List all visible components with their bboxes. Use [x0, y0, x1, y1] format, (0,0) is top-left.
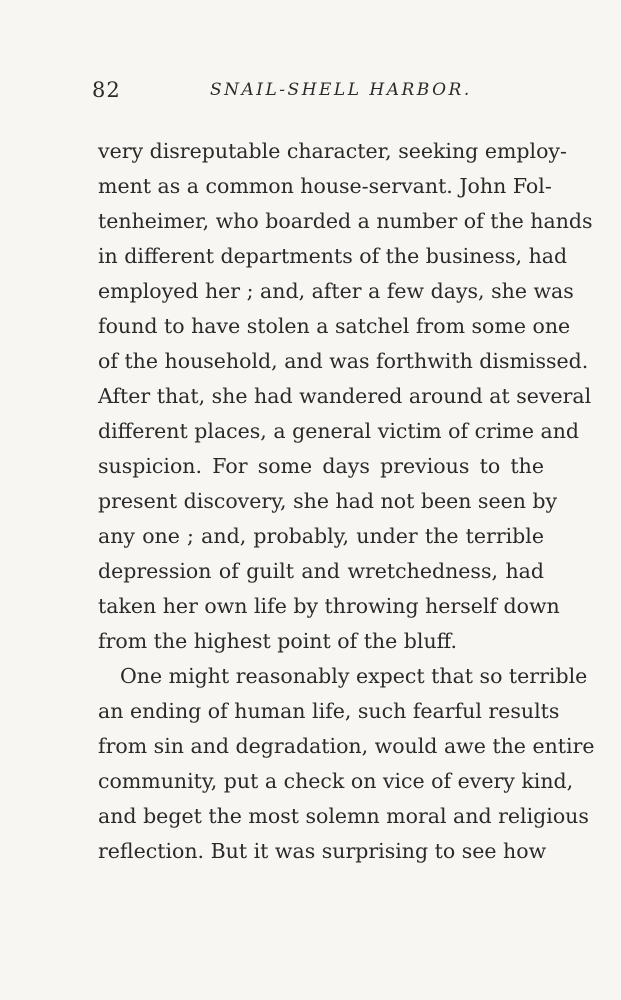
text-line: different places, a general victim of crime and: [98, 419, 580, 443]
text-line: and beget the most solemn moral and religious: [98, 804, 589, 828]
text-line: present discovery, she had not been seen by: [98, 489, 558, 513]
running-title: SNAIL-SHELL HARBOR.: [210, 80, 472, 100]
page-header: [92, 78, 552, 108]
text-line: very disreputable character, seeking employ-: [98, 139, 567, 163]
text-line: depression of guilt and wretchedness, had: [98, 559, 544, 583]
text-line: tenheimer, who boarded a number of the hands: [98, 209, 593, 233]
text-line: ment as a common house-servant. John Fol-: [98, 174, 552, 198]
text-line: reflection. But it was surprising to see how: [98, 839, 547, 863]
text-line: in different departments of the business, had: [98, 244, 568, 268]
page-number: 82: [92, 78, 121, 102]
text-line: of the household, and was forthwith dismissed.: [98, 349, 589, 373]
text-line: any one ; and, probably, under the terrible: [98, 524, 544, 548]
text-line: suspicion. For some days previous to the: [98, 454, 544, 478]
text-line: from the highest point of the bluff.: [98, 629, 458, 653]
text-line: One might reasonably expect that so terrible: [120, 664, 588, 688]
text-line: community, put a check on vice of every kind,: [98, 769, 574, 793]
text-line: an ending of human life, such fearful results: [98, 699, 560, 723]
text-line: from sin and degradation, would awe the entire: [98, 734, 595, 758]
text-line: taken her own life by throwing herself down: [98, 594, 560, 618]
text-line: employed her ; and, after a few days, she was: [98, 279, 574, 303]
text-line: found to have stolen a satchel from some one: [98, 314, 571, 338]
text-line: After that, she had wandered around at several: [98, 384, 592, 408]
